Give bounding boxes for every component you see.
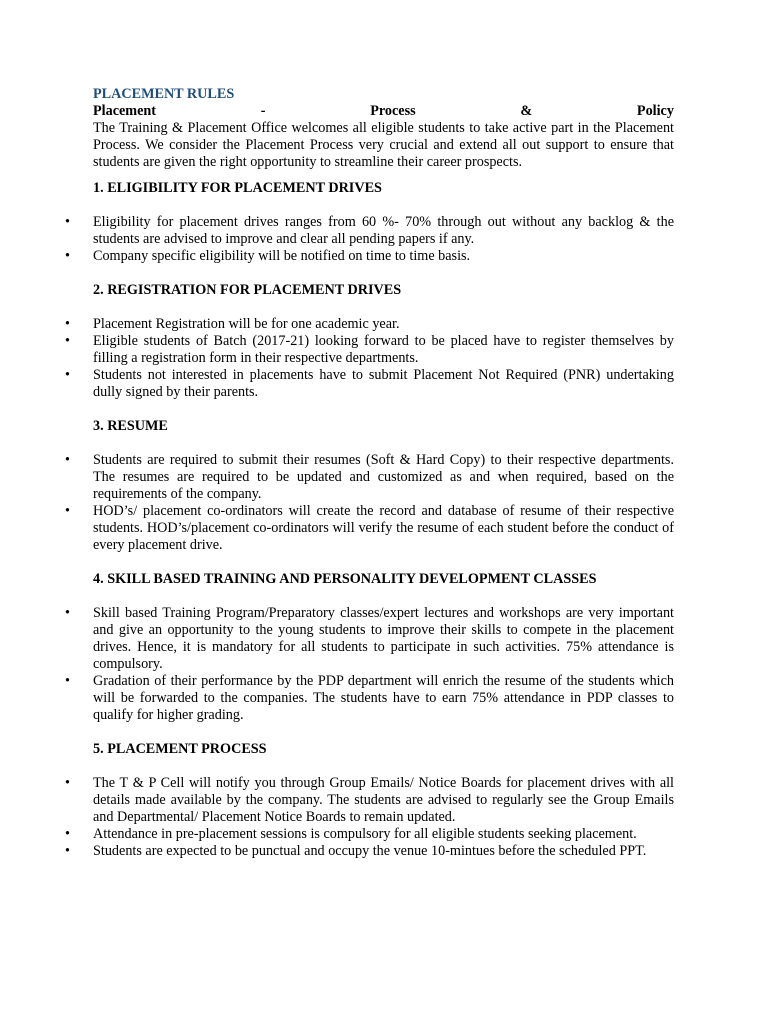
list-item-text: Students are required to submit their resumes (Soft & Hard Copy) to their respective departments. The resumes are required to be updated and customized as and when required, based on the requirements of the company.: [93, 452, 674, 502]
list-item-text: Skill based Training Program/Preparatory classes/expert lectures and workshops are very important and give an opportunity to the young students to improve their skills to compete in the placement drives. Hence, it is mandatory for all students to participate in such activities. 75% attendance is compulsory.: [93, 605, 674, 672]
subtitle-word: -: [260, 103, 266, 119]
page-title: PLACEMENT RULES: [93, 86, 235, 102]
list-item-text: Students are expected to be punctual and occupy the venue 10-mintues before the scheduled PPT.: [93, 843, 647, 859]
bullet-icon: •: [65, 367, 70, 383]
bullet-icon: •: [65, 452, 70, 468]
list-item: [65, 673, 674, 724]
section-heading: 4. SKILL BASED TRAINING AND PERSONALITY DEVELOPMENT CLASSES: [93, 571, 597, 587]
bullet-list: [65, 316, 674, 401]
bullet-icon: •: [65, 316, 70, 332]
list-item: [65, 248, 674, 265]
list-item: [65, 826, 674, 843]
list-item-text: Attendance in pre-placement sessions is compulsory for all eligible students seeking placement.: [93, 826, 637, 842]
list-item: [65, 843, 674, 860]
section-heading: 1. ELIGIBILITY FOR PLACEMENT DRIVES: [93, 180, 382, 196]
page-subtitle: [93, 103, 674, 120]
section-heading: 3. RESUME: [93, 418, 168, 434]
list-item: [65, 503, 674, 554]
subtitle-word: Process: [370, 103, 416, 119]
list-item-text: Gradation of their performance by the PDP department will enrich the resume of the students which will be forwarded to the companies. The students have to earn 75% attendance in PDP classes to qualify for higher grading.: [93, 673, 674, 723]
subtitle-word: &: [520, 103, 533, 119]
list-item-text: HOD’s/ placement co-ordinators will create the record and database of resume of their respective students. HOD’s/placement co-ordinators will verify the resume of each student before the conduct of every placement drive.: [93, 503, 674, 553]
bullet-icon: •: [65, 826, 70, 842]
list-item-text: Company specific eligibility will be notified on time to time basis.: [93, 248, 471, 264]
list-item: [65, 367, 674, 401]
list-item: [65, 333, 674, 367]
section-heading: 2. REGISTRATION FOR PLACEMENT DRIVES: [93, 282, 402, 298]
bullet-icon: •: [65, 333, 70, 349]
document-page: [65, 86, 674, 877]
sections-container: [65, 180, 674, 860]
bullet-icon: •: [65, 503, 70, 519]
list-item: [65, 605, 674, 673]
section-heading: 5. PLACEMENT PROCESS: [93, 741, 267, 757]
list-item-text: The T & P Cell will notify you through Group Emails/ Notice Boards for placement drives with all details made available by the company. The students are advised to regularly see the Group Emails and Departmental/ Placement Notice Boards to remain updated.: [93, 775, 674, 825]
subtitle-word: Placement: [93, 103, 157, 119]
list-item: [65, 452, 674, 503]
list-item-text: Placement Registration will be for one academic year.: [93, 316, 400, 332]
bullet-icon: •: [65, 775, 70, 791]
bullet-icon: •: [65, 605, 70, 621]
bullet-list: [65, 605, 674, 724]
subtitle-word: Policy: [636, 103, 674, 119]
list-item: [65, 775, 674, 826]
list-item: [65, 214, 674, 248]
bullet-icon: •: [65, 248, 70, 264]
bullet-icon: •: [65, 843, 70, 859]
bullet-list: [65, 775, 674, 860]
bullet-list: [65, 452, 674, 554]
intro-paragraph: The Training & Placement Office welcomes all eligible students to take active part in the Placement Process. We consider the Placement Process very crucial and extend all out support to ensure that students are given the right opportunity to streamline their career prospects.: [93, 120, 674, 170]
bullet-icon: •: [65, 673, 70, 689]
list-item-text: Eligible students of Batch (2017-21) looking forward to be placed have to register themselves by filling a registration form in their respective departments.: [93, 333, 674, 366]
list-item-text: Students not interested in placements have to submit Placement Not Required (PNR) undertaking dully signed by their parents.: [93, 367, 674, 400]
bullet-list: [65, 214, 674, 265]
bullet-icon: •: [65, 214, 70, 230]
list-item: [65, 316, 674, 333]
list-item-text: Eligibility for placement drives ranges from 60 %- 70% through out without any backlog & the students are advised to improve and clear all pending papers if any.: [93, 214, 674, 247]
